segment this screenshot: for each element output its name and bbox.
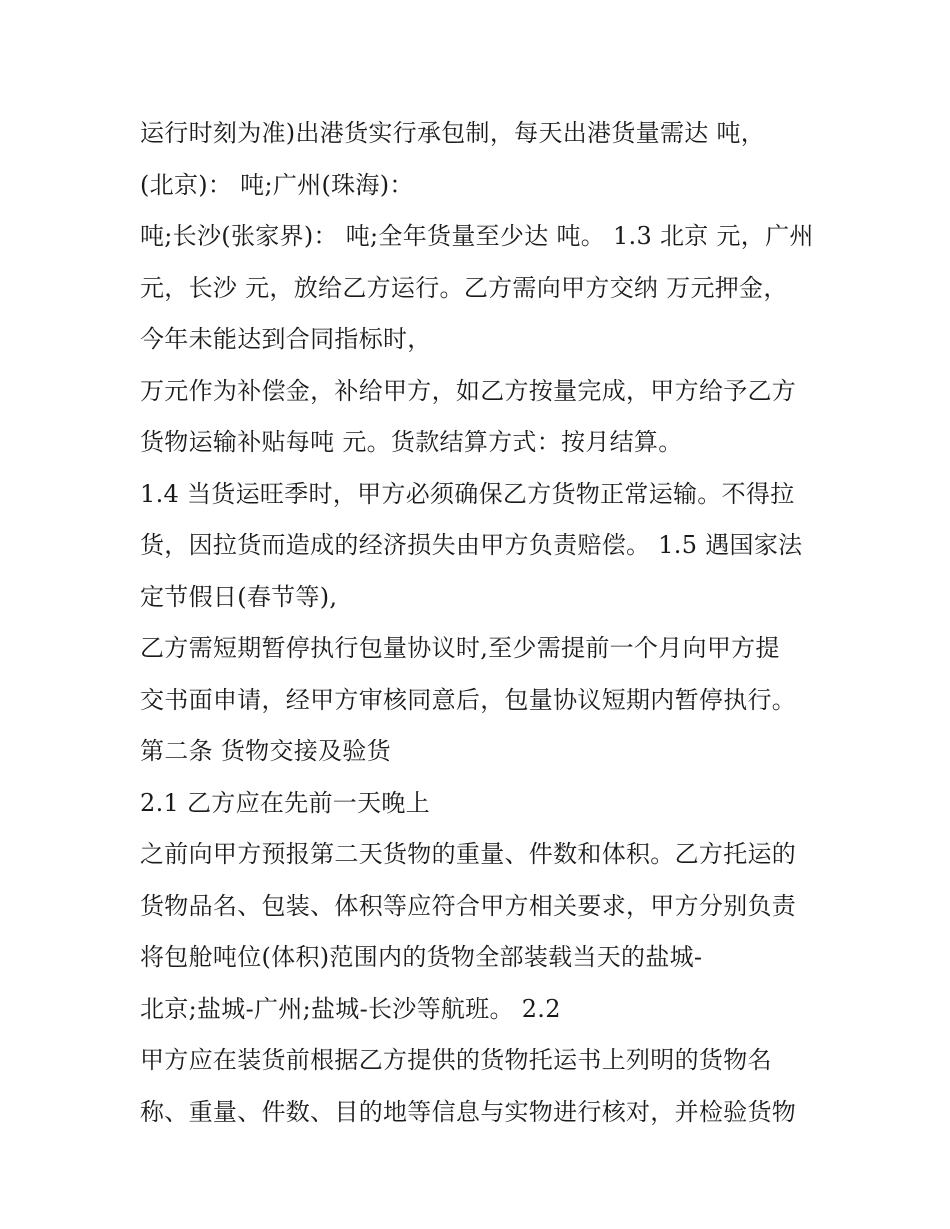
text-line: 货物运输补贴每吨 元。货款结算方式：按月结算。 bbox=[140, 428, 683, 456]
text-line: 吨;长沙(张家界)： 吨;全年货量至少达 吨。 1.3 北京 元，广州 bbox=[140, 222, 814, 250]
text-line: 今年未能达到合同指标时， bbox=[140, 325, 432, 353]
text-line: 甲方应在装货前根据乙方提供的货物托运书上列明的货物名 bbox=[140, 1046, 772, 1074]
text-line: (北京)： 吨;广州(珠海)： bbox=[140, 170, 414, 199]
text-line: 交书面申请，经甲方审核同意后，包量协议短期内暂停执行。 bbox=[140, 685, 797, 714]
text-line: 货物品名、包装、体积等应符合甲方相关要求，甲方分别负责 bbox=[140, 891, 797, 920]
text-line: 运行时刻为准)出港货实行承包制，每天出港货量需达 吨， bbox=[140, 119, 766, 147]
text-line: 将包舱吨位(体积)范围内的货物全部装载当天的盐城- bbox=[140, 943, 703, 971]
text-line: 乙方需短期暂停执行包量协议时,至少需提前一个月向甲方提 bbox=[140, 634, 780, 662]
text-line: 定节假日(春节等), bbox=[140, 582, 338, 611]
section-heading: 第二条 货物交接及验货 bbox=[140, 737, 391, 765]
text-line: 之前向甲方预报第二天货物的重量、件数和体积。乙方托运的 bbox=[140, 840, 797, 868]
text-line: 元，长沙 元，放给乙方运行。乙方需向甲方交纳 万元押金， bbox=[140, 273, 788, 302]
text-line: 货，因拉货而造成的经济损失由甲方负责赔偿。 1.5 遇国家法 bbox=[140, 531, 803, 559]
text-line: 2.1 乙方应在先前一天晚上 bbox=[140, 788, 430, 817]
document-body bbox=[140, 108, 840, 1138]
text-line: 称、重量、件数、目的地等信息与实物进行核对，并检验货物 bbox=[140, 1097, 797, 1126]
text-line: 万元作为补偿金，补给甲方，如乙方按量完成，甲方给予乙方 bbox=[140, 376, 797, 405]
text-line: 北京;盐城-广州;盐城-长沙等航班。 2.2 bbox=[140, 994, 561, 1023]
text-line: 1.4 当货运旺季时，甲方必须确保乙方货物正常运输。不得拉 bbox=[140, 479, 795, 508]
